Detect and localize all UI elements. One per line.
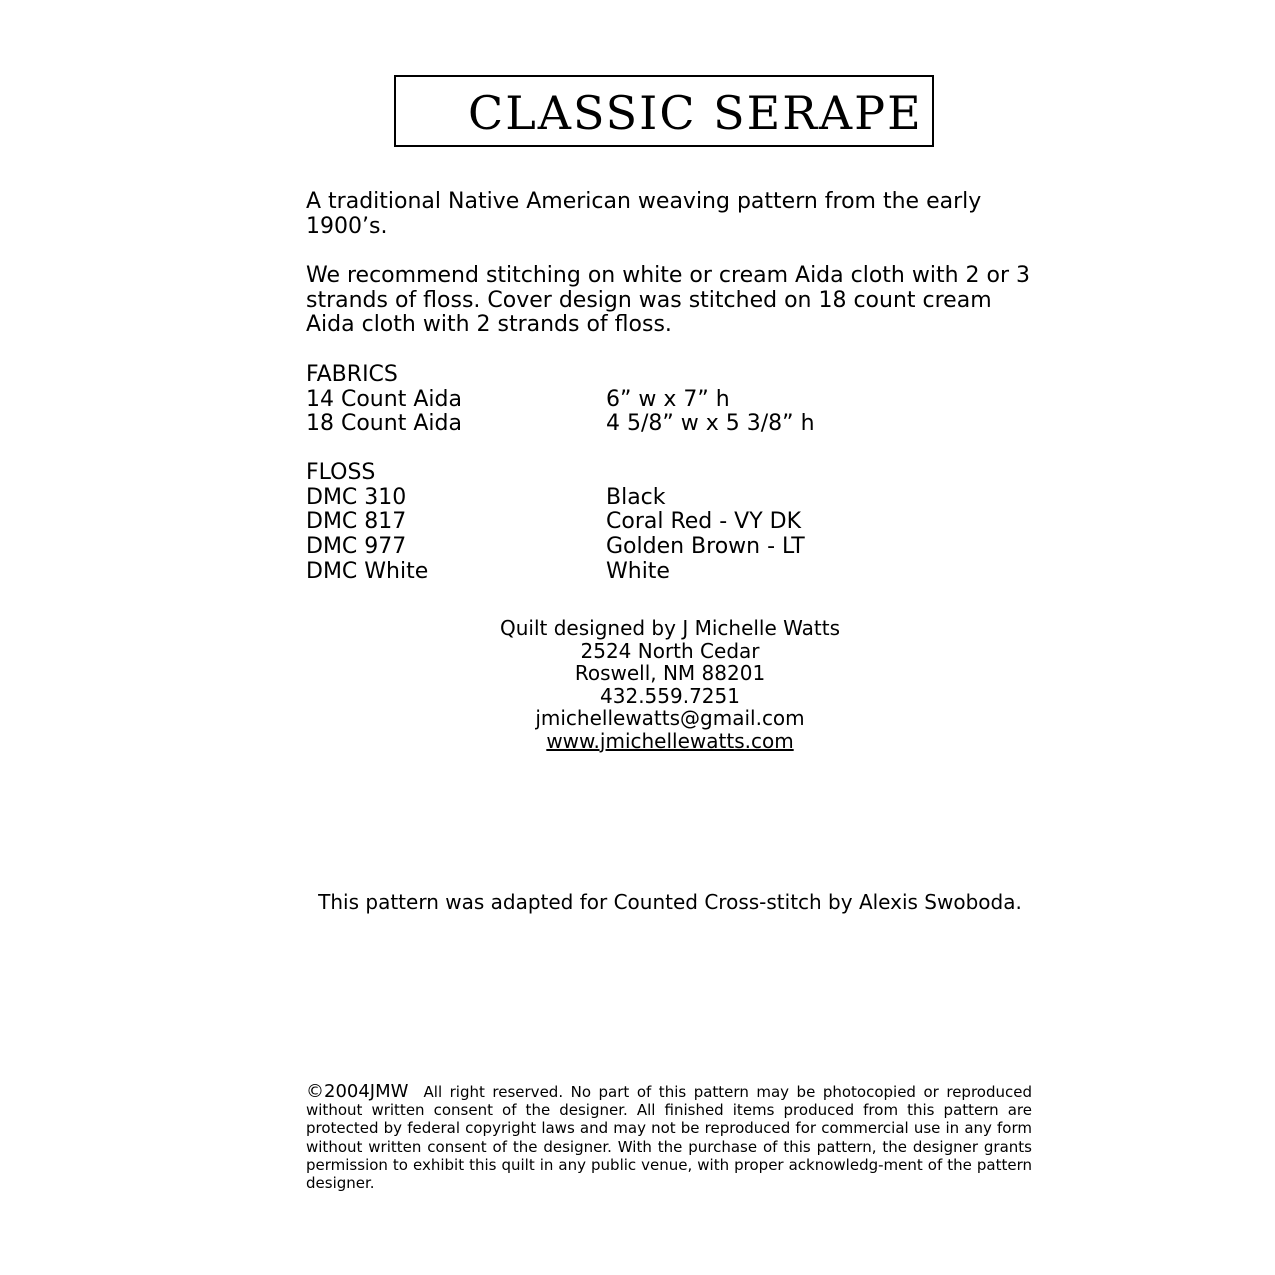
floss-section [306,461,805,584]
fabrics-section [306,363,815,437]
copyright-notice [306,1083,1032,1192]
street-address: 2524 North Cedar [580,638,760,663]
floss-code: DMC 310 [306,484,407,510]
copyright-mark: ©2004JMW [306,1081,409,1102]
copyright-text: All right reserved. No part of this pattern may be photocopied or reproduced without written consent of the designer. All finished items produced from this pattern are protected by federal copyright laws and may not be reproduced for commercial use in any form without written consent of the designer. With the purchase of this pattern, the designer grants permission to exhibit this quilt in any public venue, with proper acknowledg-ment of the pattern designer. [306,1083,1032,1193]
designer-name: Quilt designed by J Michelle Watts [500,616,840,640]
website-link[interactable]: www.jmichellewatts.com [546,728,794,753]
fabric-size: 4 5/8” w x 5 3/8” h [606,411,815,437]
fabrics-heading: FABRICS [306,362,398,387]
floss-code: DMC White [306,558,429,584]
phone-number: 432.559.7251 [600,683,740,708]
floss-color: White [606,558,670,584]
recommendation-paragraph: We recommend stitching on white or cream Aida cloth with 2 or 3 strands of floss. Cover design was stitched on 18 count cream Aida cloth with 2 strands of floss. [306,263,1031,337]
fabric-row [306,388,815,413]
floss-row [306,486,805,511]
floss-color: Coral Red - VY DK [606,509,802,535]
floss-color: Golden Brown - LT [606,534,805,560]
fabric-row [306,412,815,437]
title-box [394,75,934,147]
page-title: CLASSIC SERAPE [468,86,923,140]
floss-row [306,510,805,535]
floss-color: Black [606,484,666,510]
city-state-zip: Roswell, NM 88201 [574,661,766,685]
floss-row [306,535,805,560]
email-address: jmichellewatts@gmail.com [535,706,805,730]
intro-paragraph: A traditional Native American weaving pattern from the early 1900’s. [306,189,982,239]
floss-heading: FLOSS [306,460,376,485]
designer-credit [430,617,910,752]
fabric-size: 6” w x 7” h [606,386,730,412]
floss-code: DMC 977 [306,534,407,560]
fabric-name: 18 Count Aida [306,411,462,437]
adaptation-note: This pattern was adapted for Counted Cross-stitch by Alexis Swoboda. [318,890,1022,914]
fabric-name: 14 Count Aida [306,386,462,412]
floss-row [306,560,805,585]
floss-code: DMC 817 [306,509,407,535]
